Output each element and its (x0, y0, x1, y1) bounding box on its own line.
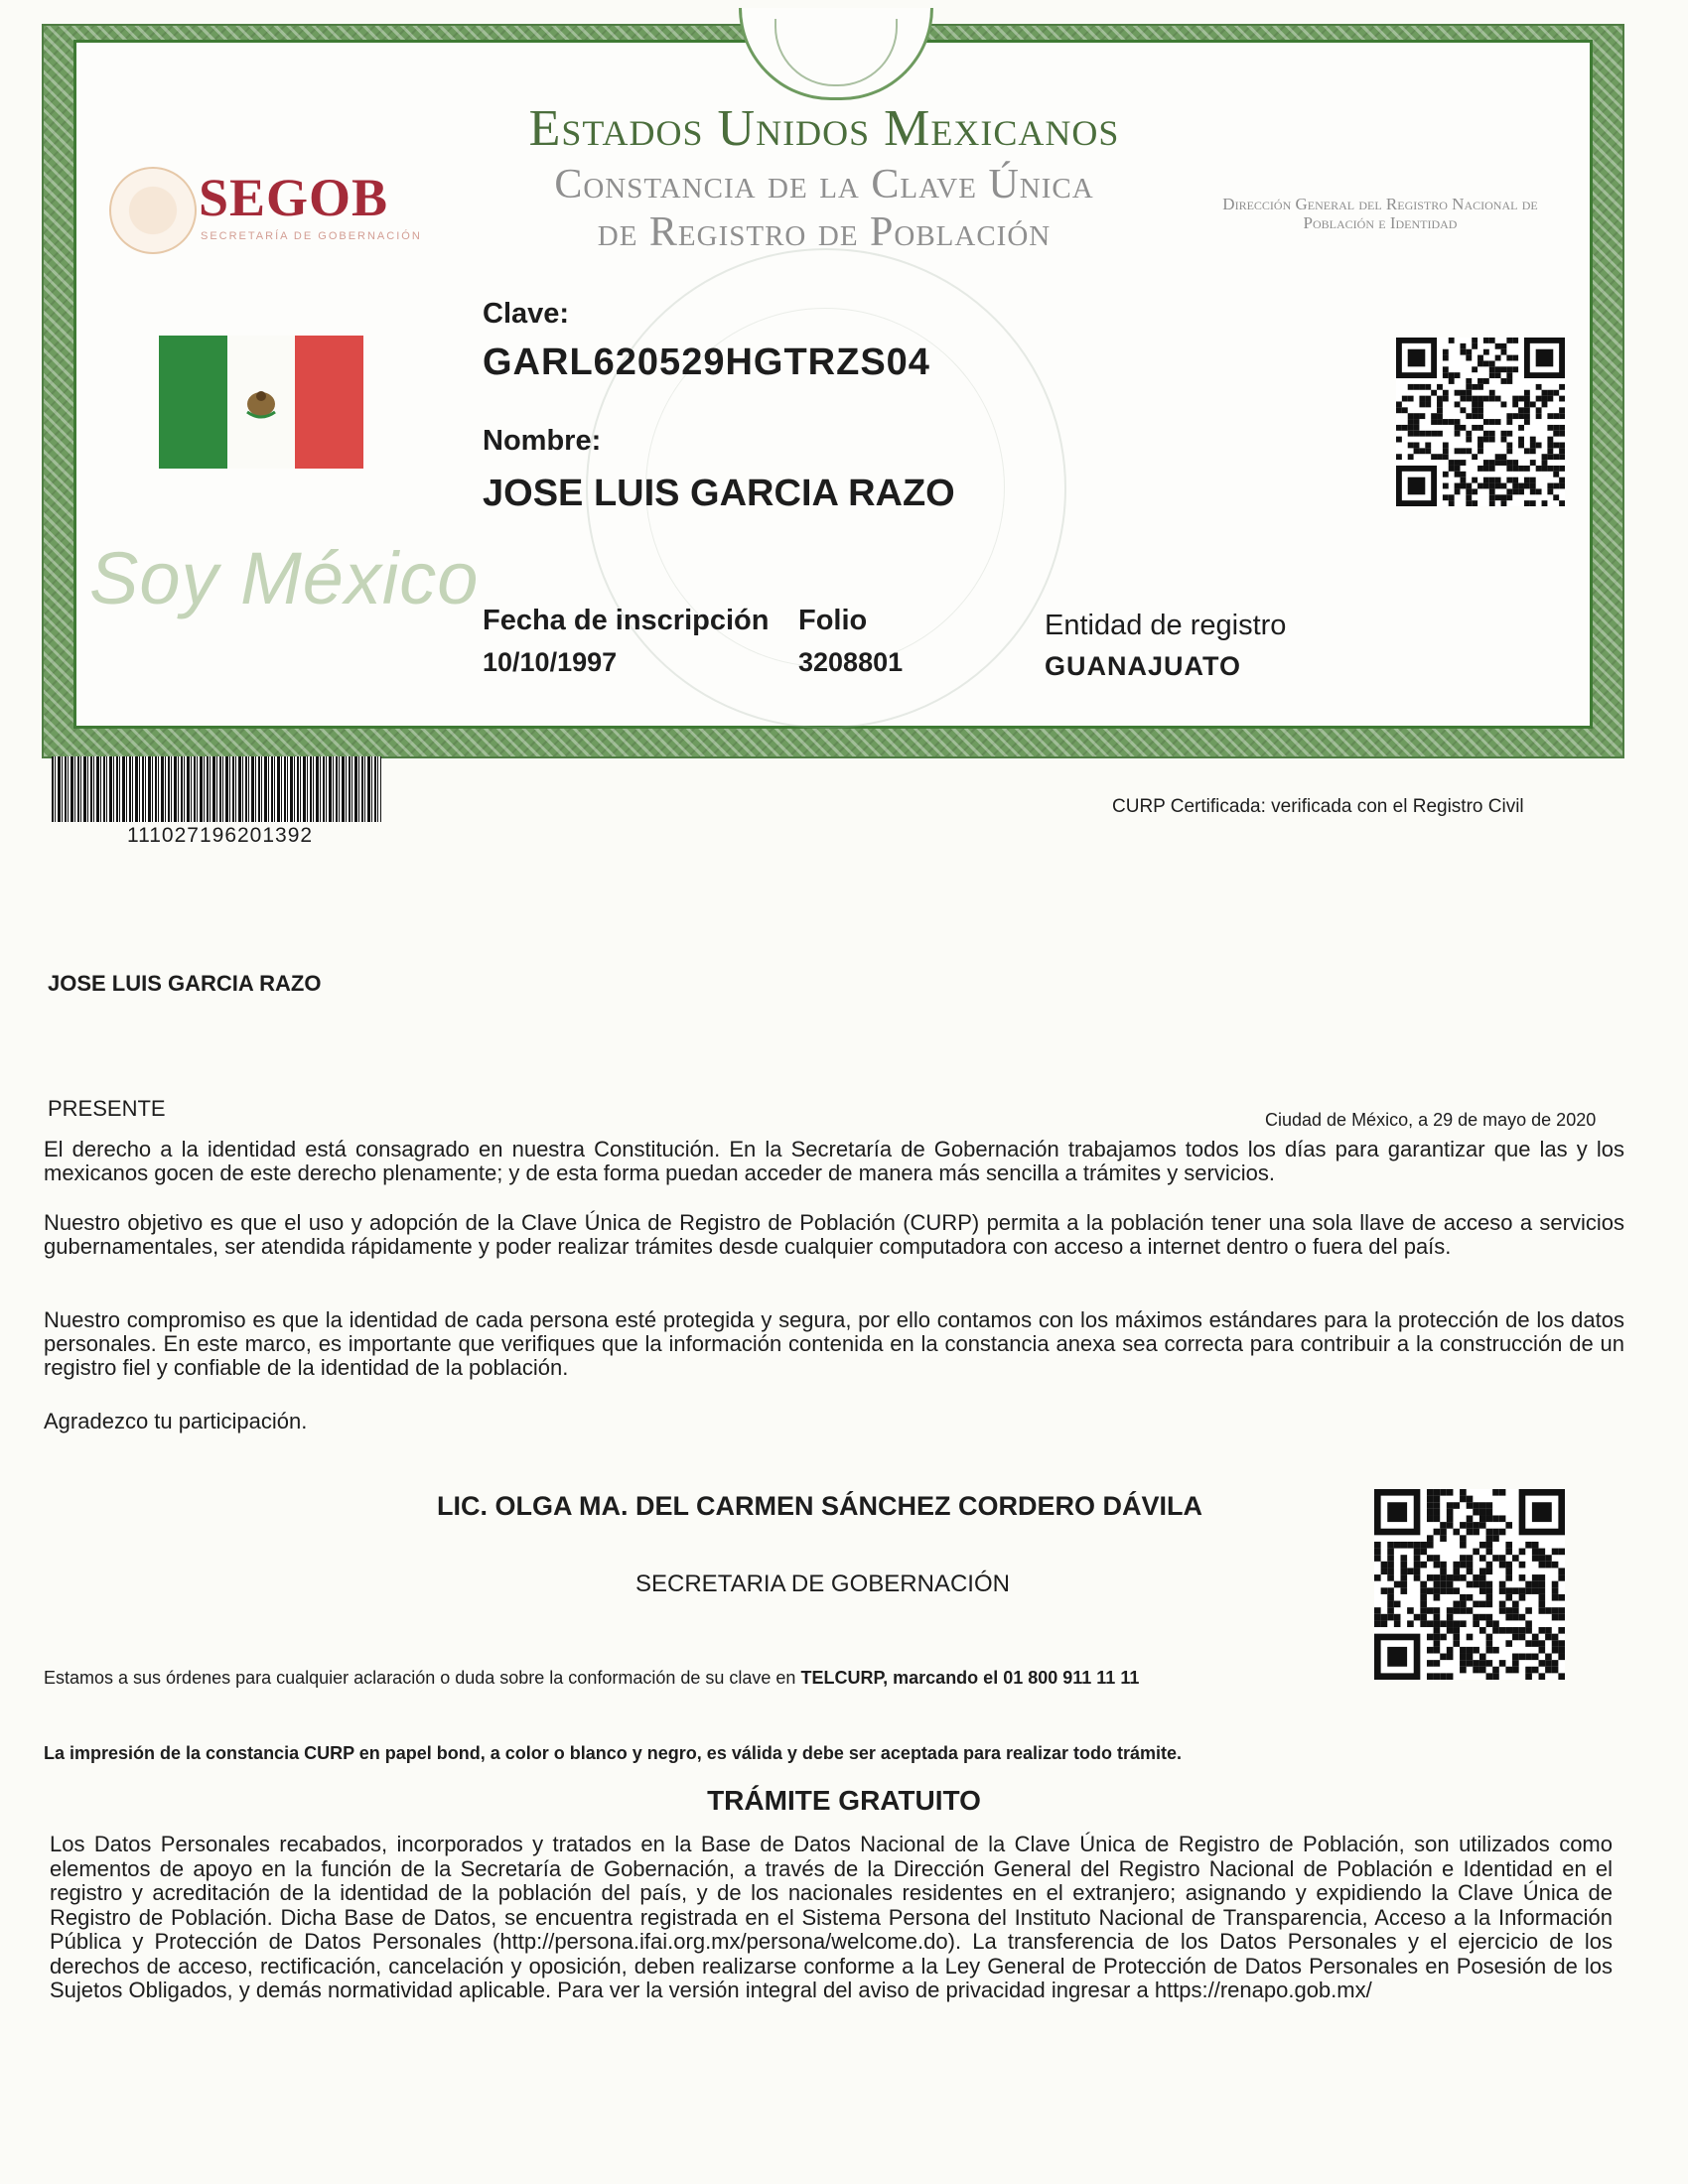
letter-paragraph-2: Nuestro objetivo es que el uso y adopción de la Clave Única de Registro de Población (CURP) permita a la población tener una sola llave de acceso a servicios gubernamentales, ser atendida rápidamente y poder realizar trámites desde cualquier computadora con acceso a internet dentro o fuera del país. (44, 1210, 1624, 1259)
qr-code-icon (1374, 1489, 1565, 1680)
folio-label: Folio (798, 605, 868, 636)
place-date: Ciudad de México, a 29 de mayo de 2020 (1265, 1110, 1597, 1130)
slogan: Soy México (89, 537, 480, 619)
presente-label: PRESENTE (48, 1096, 166, 1121)
telcurp-text: Estamos a sus órdenes para cualquier aclaración o duda sobre la conformación de su clave en (44, 1668, 796, 1688)
telcurp-phone: TELCURP, marcando el 01 800 911 11 11 (800, 1668, 1140, 1688)
document-subtitle-line1: Constancia de la Clave Única (554, 162, 1094, 207)
tramite-gratuito-heading: TRÁMITE GRATUITO (707, 1785, 981, 1816)
validity-note: La impresión de la constancia CURP en papel bond, a color o blanco y negro, es válida y debe ser aceptada para realizar todo trámite. (44, 1743, 1183, 1763)
clave-value: GARL620529HGTRZS04 (483, 341, 930, 383)
fecha-inscripcion-label: Fecha de inscripción (483, 605, 770, 636)
barcode-number: 111027196201392 (127, 824, 314, 847)
entidad-registro-label: Entidad de registro (1045, 610, 1287, 641)
barcode-icon (52, 756, 381, 822)
document-subtitle-line2: de Registro de Población (597, 209, 1052, 255)
folio-value: 3208801 (798, 647, 904, 677)
clave-label: Clave: (483, 298, 570, 330)
mexican-flag-icon (159, 336, 363, 469)
nombre-label: Nombre: (483, 425, 602, 457)
nombre-value: JOSE LUIS GARCIA RAZO (483, 473, 955, 514)
signatory-name: LIC. OLGA MA. DEL CARMEN SÁNCHEZ CORDERO DÁVILA (437, 1491, 1203, 1521)
addressee-name: JOSE LUIS GARCIA RAZO (48, 971, 322, 996)
fecha-inscripcion-value: 10/10/1997 (483, 647, 618, 677)
segob-emblem-icon (109, 167, 197, 254)
directorate-name: Dirección General del Registro Nacional de Población e Identidad (1222, 195, 1538, 232)
letter-paragraph-1: El derecho a la identidad está consagrado en nuestra Constitución. En la Secretaría de Gobernación trabajamos todos los días para garantizar que las y los mexicanos gocen de este derecho plenamente; y de esta forma puedan acceder de manera más sencilla a trámites y servicios. (44, 1137, 1624, 1185)
signatory-title: SECRETARIA DE GOBERNACIÓN (635, 1570, 1010, 1597)
entidad-registro-value: GUANAJUATO (1045, 651, 1242, 681)
curp-certificada-note: CURP Certificada: verificada con el Registro Civil (1112, 796, 1524, 817)
document-title: Estados Unidos Mexicanos (528, 100, 1120, 157)
letter-paragraph-3: Nuestro compromiso es que la identidad de cada persona esté protegida y segura, por ello contamos con los máximos estándares para la protección de los datos personales. En este marco, es importante que verifiques que la información contenida en la constancia anexa sea correcta para contribuir a la construcción de un registro fiel y confiable de la identidad de la población. (44, 1307, 1624, 1380)
qr-code-icon (1394, 338, 1567, 506)
telcurp-note (44, 1668, 1139, 1689)
letter-paragraph-4: Agradezco tu participación. (44, 1409, 308, 1433)
segob-subtitle: SECRETARÍA DE GOBERNACIÓN (201, 230, 422, 242)
privacy-notice: Los Datos Personales recabados, incorporados y tratados en la Base de Datos Nacional de la Clave Única de Registro de Población, son utilizados como elementos de apoyo en la función de la Secretaría de Gobernación, a través de la Dirección General del Registro Nacional de Población e Identidad en el registro y acreditación de la identidad de la población del país, y de los nacionales residentes en el extranjero; asignando y expidiendo la Clave Única de Registro de Población. Dicha Base de Datos, se encuentra registrada en el Sistema Persona del Instituto Nacional de Transparencia, Acceso a la Información Pública y Protección de Datos Personales (http://persona.ifai.org.mx/persona/welcome.do). La transferencia de los Datos Personales y el ejercicio de los derechos de acceso, rectificación, cancelación y oposición, deben realizarse conforme a la Ley General de Protección de Datos Personales en Posesión de los Sujetos Obligados, y demás normatividad aplicable. Para ver la versión integral del aviso de privacidad ingresar a https://renapo.gob.mx/ (50, 1832, 1613, 2002)
segob-logo: SEGOB (199, 168, 389, 227)
